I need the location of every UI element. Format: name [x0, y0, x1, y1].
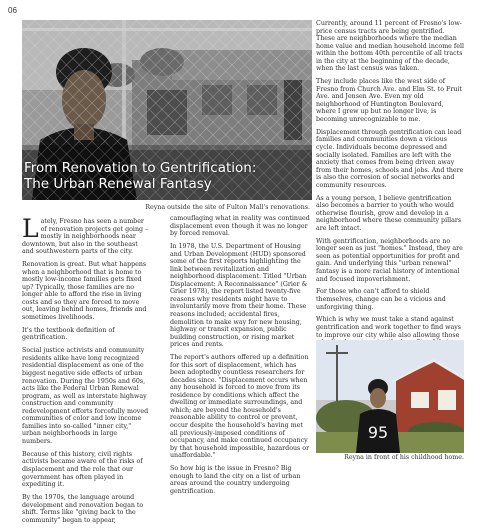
paragraph: By the 1970s, the language around development and renovation began to shift. Terms like "giving back to the community" began to appear, [22, 494, 144, 524]
childhood-home-illustration [316, 340, 464, 453]
hero-photo [22, 20, 312, 200]
article-column-2 [170, 215, 310, 501]
drop-cap: L [22, 214, 39, 243]
paragraph: Renovation is great. But what happens when a neighborhood that is home to mostly low-income families gets fixed up? Typically, those families are no longer able to afford the rise in living costs and so they are forced to move out, leaving behind homes, friends and sometimes livelihoods. [22, 261, 147, 321]
paragraph: As a young person, I believe gentrification also becomes a barrier to youth who would otherwise flourish, grow and develop in a neighborhood where these community pillars are left intact. [316, 194, 462, 232]
page-number: 06 [8, 6, 17, 15]
paragraph: It's the textbook definition of gentrification. [22, 326, 115, 342]
paragraph: camouflaging what in reality was continued displacement even though it was no longer by forced removal. [170, 215, 310, 238]
paragraph: The report's authors offered up a definition for this sort of displacement, which has been adoptedby countless researchers for decades since. "Displacement occurs when any household is forced to move from its residence by conditions which affect the dwelling or immediate surroundings, and which; are beyond the household's reasonable ability to control or prevent, occur despite the household's having met all previously-imposed conditions of occupancy, and make continued occupancy by that household impossible, hazardous or unaffordable." [170, 354, 310, 460]
photo-caption: Reyna in front of his childhood home. [344, 454, 464, 461]
jersey-number: 95 [367, 423, 389, 442]
paragraph: In 1978, the U.S. Department of Housing and Urban Development (HUD) sponsored some of the first reports highlighting the link between revitalization and neighborhood displacement. Titled "Urban Displacement: A Reconnaissance" (Grier & Grier 1978), the report listed twenty-five reasons why residents might have to involuntarily move from their home. These reasons included; accidental fires, demolition to make way for new housing, highway or transit expansion, public building construction, or rising market prices and rents. [170, 243, 308, 349]
paragraph: Displacement through gentrification can lead families and communities down a vicious cycle. Individuals become depressed and socially isolated. Families are left with the anxiety that comes from being driven away from their homes, schools and jobs. And there is also the corrosion of social networks and community resources. [316, 128, 464, 189]
article-column-1 [22, 214, 149, 530]
paragraph: They include places like the west side of Fresno from Church Ave. and Elm St. to Fruit Ave. and Jensen Ave. Even my old neighborhood of Huntington Boulevard, where I grew up but no longer live, is becoming unrecognizable to me. [316, 78, 462, 123]
paragraph: Currently, around 11 percent of Fresno's low-price census tracts are being gentrified. These are neighborhoods where the median home value and median household income fell within the bottom 40th percentile of all tracts in the city at the beginning of the decade, when the last census was taken. [316, 20, 464, 73]
paragraph: For those who can't afford to shield themselves, change can be a vicious and unforgiving thing. [316, 288, 446, 311]
paragraph-text: ately, Fresno has seen a number of renovation projects get going – mostly in neighborhoods near downtown, but also in the southeast and southwestern parts of the city. [22, 218, 149, 256]
paragraph: Social justice activists and community residents alike have long recognized residential displacement as one of the biggest negative side effects of urban renovation. During the 1950s and 60s, acts like the Federal Urban Renewal program, as well as interstate highway construction and community redevelopment efforts forcefully moved communities of color and low income families into so-called "inner city," urban neighborhoods in large numbers. [22, 347, 149, 445]
paragraph: So how big is the issue in Fresno? Big enough to land the city on a list of urban areas around the country undergoing gentrification. [170, 465, 301, 495]
paragraph: Which is why we must take a stand against gentrification and work together to find ways to improve our city while also allowing those [316, 316, 462, 339]
hero-caption: Reyna outside the site of Fulton Mall's renovations. [145, 204, 310, 211]
paragraph: With gentrification, neighborhoods are no longer seen as just "homes." Instead, they are seen as potential opportunities for profit and gain. And underlying this "urban renewal" fantasy is a more racial history of intentional and focused impoverishment. [316, 237, 463, 283]
paragraph [22, 214, 149, 256]
childhood-home-photo [316, 340, 464, 453]
article-title-line1: From Renovation to Gentrification: [24, 160, 257, 176]
article-title [24, 160, 256, 192]
article-column-3 [316, 20, 464, 373]
article-title-line2: The Urban Renewal Fantasy [24, 176, 212, 192]
paragraph: Because of this history, civil rights activists became aware of the risks of displacement and the role that our government has often played in expediting it. [22, 450, 143, 489]
